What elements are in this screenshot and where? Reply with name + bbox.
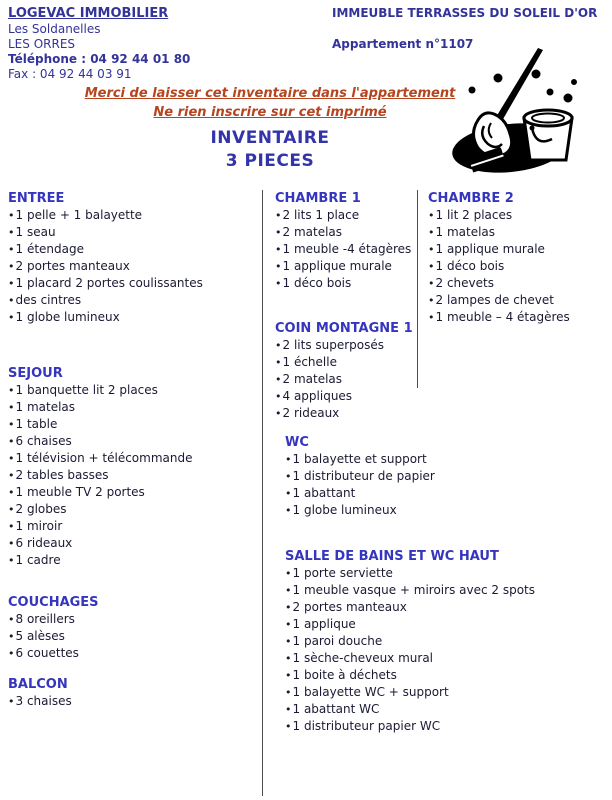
list-item [275,258,411,275]
item-label: 1 miroir [15,519,63,533]
item-label: 3 chaises [15,694,72,708]
item-label: 2 portes manteaux [15,259,130,273]
item-label: 1 déco bois [435,259,505,273]
list-item [8,484,193,501]
section-title: SALLE DE BAINS ET WC HAUT [285,549,499,564]
mop-and-bucket-icon [448,48,588,178]
section-title: CHAMBRE 2 [428,191,514,206]
list-item [285,485,435,502]
item-label: 1 lit 2 places [435,208,513,222]
list-item [285,616,535,633]
section-sejour [8,365,193,569]
bullet-icon: • [428,277,435,290]
item-label: 1 globe lumineux [292,503,397,517]
item-label: 2 portes manteaux [292,600,407,614]
list-item [8,382,193,399]
bullet-icon: • [285,504,292,517]
item-label: 1 meuble TV 2 portes [15,485,145,499]
bullet-icon: • [8,630,15,643]
item-label: 1 cadre [15,553,61,567]
item-label: 2 lits 1 place [282,208,360,222]
building-block [332,6,597,51]
bullet-icon: • [428,294,435,307]
bullet-icon: • [428,311,435,324]
bullet-icon: • [285,669,292,682]
list-item [285,650,535,667]
list-item [285,582,535,599]
item-label: 1 sèche-cheveux mural [292,651,434,665]
list-item [428,241,570,258]
item-label: 6 couettes [15,646,79,660]
bullet-icon: • [285,584,292,597]
item-label: 2 matelas [282,372,343,386]
list-item [8,535,193,552]
list-item [275,275,411,292]
item-label: 2 lits superposés [282,338,385,352]
list-item [428,275,570,292]
list-item [8,433,193,450]
bullet-icon: • [8,260,15,273]
item-label: 2 globes [15,502,67,516]
document-title-line-2: 3 PIECES [225,151,315,171]
list-item [275,207,411,224]
item-label: 2 chevets [435,276,494,290]
list-item [285,684,535,701]
item-label: 1 globe lumineux [15,310,120,324]
column-divider-left [262,190,263,796]
bullet-icon: • [285,601,292,614]
list-item [8,207,203,224]
section-chambre-1 [275,190,411,292]
list-item [8,450,193,467]
section-salle-de-bains [285,548,535,735]
bullet-icon: • [275,390,282,403]
bullet-icon: • [8,209,15,222]
list-item [285,565,535,582]
bullet-icon: • [275,407,282,420]
list-item [8,241,203,258]
section-entree [8,190,203,326]
list-item [275,224,411,241]
bullet-icon: • [275,373,282,386]
bullet-icon: • [8,311,15,324]
item-label: des cintres [15,293,82,307]
section-title: SEJOUR [8,366,63,381]
item-label: 1 banquette lit 2 places [15,383,158,397]
item-label: 1 matelas [435,225,496,239]
item-label: 5 alèses [15,629,65,643]
section-balcon [8,676,72,710]
bullet-icon: • [285,567,292,580]
bullet-icon: • [8,503,15,516]
list-item [8,467,193,484]
list-item [285,701,535,718]
bullet-icon: • [285,652,292,665]
item-label: 1 porte serviette [292,566,393,580]
section-title: ENTREE [8,191,65,206]
bullet-icon: • [428,209,435,222]
bullet-icon: • [8,469,15,482]
list-item [428,292,570,309]
agency-fax: Fax : 04 92 44 03 91 [8,67,132,81]
agency-phone: Téléphone : 04 92 44 01 80 [8,52,191,66]
bullet-icon: • [428,226,435,239]
item-label: 1 déco bois [282,276,352,290]
bullet-icon: • [285,470,292,483]
bullet-icon: • [8,695,15,708]
section-couchages [8,594,99,662]
item-label: 1 placard 2 portes coulissantes [15,276,203,290]
item-label: 1 applique murale [435,242,545,256]
bullet-icon: • [428,243,435,256]
bullet-icon: • [275,226,282,239]
item-label: 1 balayette et support [292,452,427,466]
item-label: 6 rideaux [15,536,73,550]
item-label: 1 meuble -4 étagères [282,242,412,256]
item-label: 1 télévision + télécommande [15,451,193,465]
bullet-icon: • [8,452,15,465]
section-chambre-2 [428,190,570,326]
list-item [8,611,99,628]
agency-block [8,5,190,82]
section-title: BALCON [8,677,68,692]
item-label: 1 matelas [15,400,76,414]
item-label: 1 pelle + 1 balayette [15,208,143,222]
bullet-icon: • [8,647,15,660]
item-label: 6 chaises [15,434,72,448]
item-label: 2 lampes de chevet [435,293,554,307]
list-item [285,667,535,684]
bullet-icon: • [8,384,15,397]
bullet-icon: • [8,537,15,550]
list-item [275,405,413,422]
bullet-icon: • [8,520,15,533]
item-label: 1 balayette WC + support [292,685,449,699]
item-label: 1 paroi douche [292,634,383,648]
item-label: 1 distributeur papier WC [292,719,441,733]
agency-address-line1: Les Soldanelles [8,22,101,36]
section-coin-montagne-1 [275,320,413,422]
bullet-icon: • [8,435,15,448]
item-label: 1 applique murale [282,259,392,273]
agency-address-line2: LES ORRES [8,37,76,51]
list-item [8,693,72,710]
list-item [8,552,193,569]
item-label: 2 matelas [282,225,343,239]
list-item [275,388,413,405]
section-wc [285,434,435,519]
item-label: 8 oreillers [15,612,75,626]
bullet-icon: • [285,618,292,631]
bullet-icon: • [275,277,282,290]
list-item [285,451,435,468]
bullet-icon: • [275,243,282,256]
bullet-icon: • [275,356,282,369]
item-label: 1 meuble – 4 étagères [435,310,570,324]
bullet-icon: • [275,260,282,273]
bullet-icon: • [8,486,15,499]
apartment-number: Appartement n°1107 [332,37,474,51]
list-item [8,309,203,326]
bullet-icon: • [285,720,292,733]
section-title: WC [285,435,309,450]
list-item [8,501,193,518]
bullet-icon: • [285,453,292,466]
list-item [8,399,193,416]
list-item [285,718,535,735]
item-label: 4 appliques [282,389,353,403]
list-item [8,292,203,309]
item-label: 2 tables basses [15,468,109,482]
list-item [275,371,413,388]
item-label: 1 abattant [292,486,356,500]
section-title: CHAMBRE 1 [275,191,361,206]
notice-line-1: Merci de laisser cet inventaire dans l'appartement [84,86,456,101]
item-label: 1 distributeur de papier [292,469,435,483]
list-item [285,502,435,519]
item-label: 1 table [15,417,58,431]
list-item [285,633,535,650]
bullet-icon: • [8,613,15,626]
column-divider-right [417,190,418,388]
building-name: IMMEUBLE TERRASSES DU SOLEIL D'OR [332,6,598,20]
list-item [275,354,413,371]
list-item [8,224,203,241]
list-item [8,258,203,275]
list-item [285,468,435,485]
bullet-icon: • [8,401,15,414]
list-item [8,645,99,662]
agency-name: LOGEVAC IMMOBILIER [8,6,169,21]
section-title: COUCHAGES [8,595,99,610]
bullet-icon: • [275,339,282,352]
bullet-icon: • [275,209,282,222]
item-label: 1 étendage [15,242,84,256]
list-item [8,518,193,535]
item-label: 1 applique [292,617,356,631]
notice-line-2: Ne rien inscrire sur cet imprimé [153,105,387,120]
document-title-line-1: INVENTAIRE [210,128,330,148]
list-item [285,599,535,616]
list-item [275,241,411,258]
list-item [428,309,570,326]
list-item [275,337,413,354]
bullet-icon: • [8,294,15,307]
item-label: 1 abattant WC [292,702,380,716]
bullet-icon: • [8,277,15,290]
bullet-icon: • [285,686,292,699]
item-label: 1 seau [15,225,56,239]
list-item [428,207,570,224]
bullet-icon: • [8,226,15,239]
list-item [8,628,99,645]
list-item [8,275,203,292]
item-label: 1 meuble vasque + miroirs avec 2 spots [292,583,536,597]
item-label: 1 échelle [282,355,337,369]
bullet-icon: • [285,703,292,716]
list-item [428,258,570,275]
section-title: COIN MONTAGNE 1 [275,321,413,336]
item-label: 1 boite à déchets [292,668,397,682]
bullet-icon: • [8,243,15,256]
bullet-icon: • [285,635,292,648]
bullet-icon: • [8,418,15,431]
item-label: 2 rideaux [282,406,340,420]
bullet-icon: • [428,260,435,273]
bullet-icon: • [8,554,15,567]
list-item [8,416,193,433]
list-item [428,224,570,241]
bullet-icon: • [285,487,292,500]
